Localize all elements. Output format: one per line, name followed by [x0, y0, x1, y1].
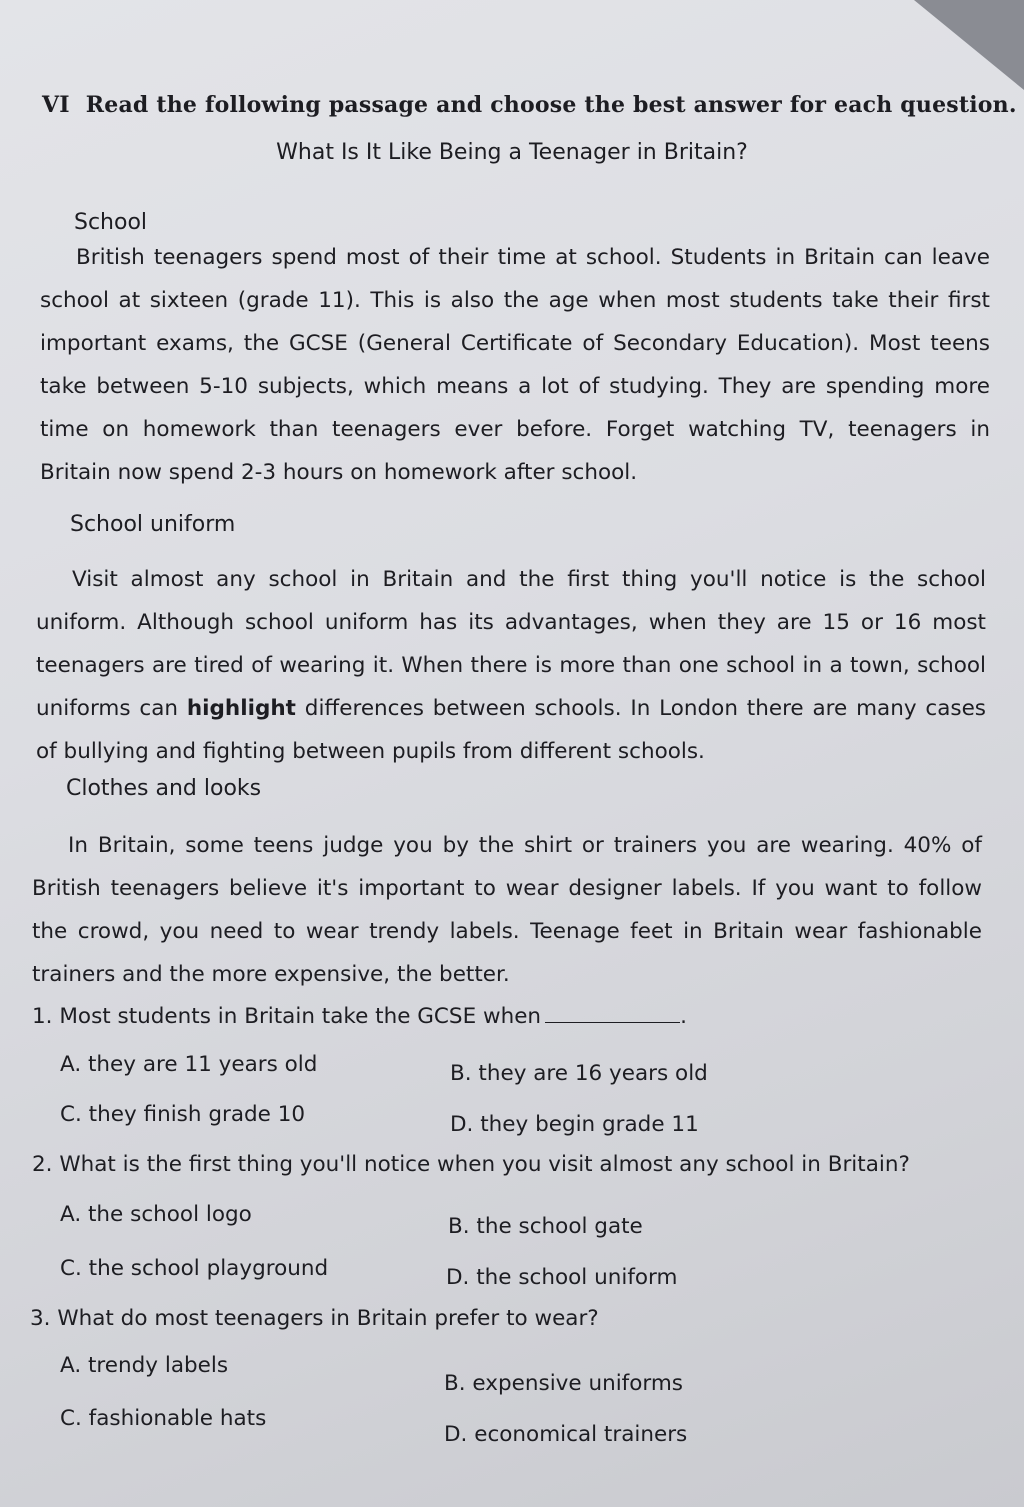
q3-option-a[interactable]: A. trendy labels — [60, 1353, 229, 1378]
q2-option-c[interactable]: C. the school playground — [60, 1256, 329, 1281]
question-3 — [30, 1306, 599, 1331]
question-3-text: What do most teenagers in Britain prefer to wear? — [57, 1306, 599, 1331]
paragraph-school: British teenagers spend most of their time at school. Students in Britain can leave school at sixteen (grade 11). This is also the age when most students take their first important exams, the GCSE (General Certificate of Secondary Education). Most teens take between 5-10 subjects, which means a lot of studying. They are spending more time on homework than teenagers ever before. Forget watching TV, teenagers in Britain now spend 2-3 hours on homework after school. — [40, 245, 990, 485]
highlight-word: highlight — [186, 696, 296, 721]
q3-option-b[interactable]: B. expensive uniforms — [444, 1371, 684, 1396]
section-heading-school: School — [74, 210, 148, 235]
question-1-text: Most students in Britain take the GCSE when — [59, 1004, 542, 1029]
question-1 — [32, 1004, 687, 1029]
q1-option-d[interactable]: D. they begin grade 11 — [450, 1112, 699, 1137]
exercise-number: VI — [42, 92, 70, 118]
passage-title: What Is It Like Being a Teenager in Britain? — [276, 140, 748, 165]
question-3-number: 3. — [30, 1306, 51, 1331]
paragraph-clothes: In Britain, some teens judge you by the shirt or trainers you are wearing. 40% of British teenagers believe it's important to wear designer labels. If you want to follow the crowd, you need to wear trendy labels. Teenage feet in Britain wear fashionable trainers and the more expensive, the better. — [32, 833, 982, 987]
question-1-end: . — [680, 1004, 687, 1029]
exercise-instruction: Read the following passage and choose the best answer for each question. — [85, 92, 1017, 118]
q2-option-b[interactable]: B. the school gate — [448, 1214, 643, 1239]
q1-option-b[interactable]: B. they are 16 years old — [450, 1061, 708, 1086]
question-2 — [32, 1152, 910, 1177]
question-2-number: 2. — [32, 1152, 53, 1177]
q3-option-d[interactable]: D. economical trainers — [444, 1422, 688, 1447]
section-heading-clothes: Clothes and looks — [66, 776, 262, 801]
q3-option-c[interactable]: C. fashionable hats — [60, 1406, 267, 1431]
q1-option-a[interactable]: A. they are 11 years old — [60, 1052, 318, 1077]
question-1-number: 1. — [32, 1004, 53, 1029]
q1-option-c[interactable]: C. they finish grade 10 — [60, 1102, 306, 1127]
answer-blank — [545, 1022, 680, 1023]
question-2-text: What is the first thing you'll notice when you visit almost any school in Britain? — [59, 1152, 910, 1177]
q2-option-a[interactable]: A. the school logo — [60, 1202, 252, 1227]
q2-option-d[interactable]: D. the school uniform — [446, 1265, 678, 1290]
exercise-heading — [42, 92, 1017, 118]
uniform-text-after: differences between schools. In London there are many cases of bullying and fighting between pupils from different schools. — [36, 696, 987, 764]
uniform-text-before: Visit almost any school in Britain and the first thing you'll notice is the school uniform. Although school uniform has its advantages, when they are 15 or 16 most teenagers are tired of wearing it. When there is more than one school in a town, school uniforms can — [36, 567, 986, 721]
paragraph-uniform — [36, 558, 986, 773]
section-heading-uniform: School uniform — [70, 512, 236, 537]
